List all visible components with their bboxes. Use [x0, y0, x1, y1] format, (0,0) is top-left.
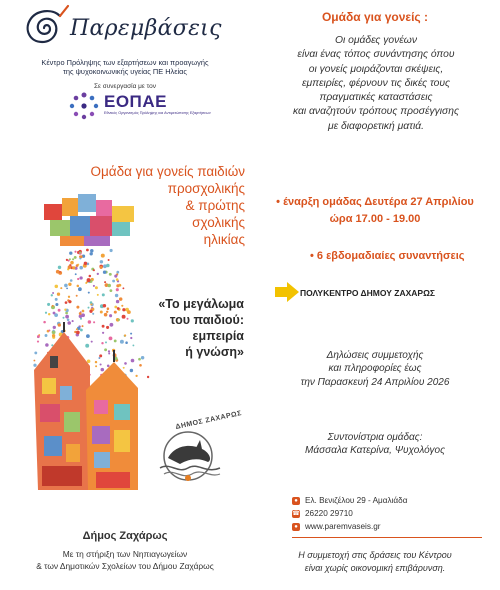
declaration-text — [250, 349, 500, 389]
rain-dot — [79, 315, 83, 319]
left-title-line: ηλικίας — [203, 232, 245, 247]
rain-dot — [66, 259, 68, 261]
contact-address: Ελ. Βενιζέλου 29 - Αμαλιάδα — [305, 495, 408, 505]
rain-dot — [55, 303, 58, 306]
left-title-line: & πρώτης — [185, 198, 245, 213]
rain-dot — [45, 312, 47, 314]
rain-dot — [84, 262, 87, 265]
rain-dot — [107, 365, 110, 368]
quote-line: εμπειρία — [192, 329, 244, 343]
rain-dot — [69, 258, 71, 260]
declaration-line: Δηλώσεις συμμετοχής — [326, 350, 424, 361]
rain-dot — [119, 284, 122, 287]
rain-dot — [114, 306, 117, 309]
rain-dot — [37, 335, 40, 338]
rain-dot — [77, 278, 79, 280]
rain-dot — [114, 311, 117, 314]
rain-dot — [116, 271, 119, 274]
rain-dot — [62, 317, 64, 319]
coordinator-line: Συντονίστρια ομάδας: — [327, 432, 423, 443]
rain-dot — [72, 266, 75, 269]
declaration-line: την Παρασκευή 24 Απριλίου 2026 — [300, 376, 450, 388]
rain-dot — [91, 307, 93, 309]
rain-dot — [103, 270, 106, 273]
rain-dot — [122, 287, 124, 289]
rain-dot — [116, 300, 119, 303]
rain-dot — [79, 251, 81, 253]
rain-dot — [88, 292, 90, 294]
patchwork-cloud — [44, 194, 134, 246]
contact-website-row[interactable] — [292, 520, 407, 533]
rain-dot — [55, 298, 58, 301]
rain-dot — [79, 266, 83, 270]
dimos-zacharos-logo-icon — [150, 418, 230, 488]
eopae-logo-icon — [68, 91, 100, 121]
rain-dot — [53, 330, 55, 332]
rain-dot — [110, 323, 114, 327]
rain-dot — [67, 321, 71, 325]
rain-dot — [90, 252, 93, 255]
rain-dot — [107, 307, 110, 310]
dimos-logo-text: ΔΗΜΟΣ ΖΑΧΑΡΩΣ — [175, 410, 243, 431]
rain-dot — [116, 288, 119, 291]
rain-dot — [95, 365, 97, 367]
rain-dot — [109, 289, 112, 292]
rain-dot — [45, 343, 49, 347]
dimos-name: Δήμος Ζαχάρως — [82, 530, 168, 542]
rain-dot — [37, 341, 39, 343]
rain-dot — [76, 331, 80, 335]
rain-dot — [91, 341, 93, 343]
rain-dot — [65, 315, 69, 319]
quote-line: ή γνώση» — [185, 345, 244, 359]
rain-dot — [104, 348, 107, 351]
rain-dot — [106, 311, 108, 313]
support-line: & των Δημοτικών Σχολείων του Δήμου Ζαχάρως — [36, 560, 214, 571]
rain-dot — [89, 310, 92, 313]
rain-dot — [100, 311, 103, 314]
rain-dot — [80, 329, 83, 332]
rain-dot — [58, 323, 61, 326]
intro-line: πραγματικές καταστάσεις — [319, 92, 433, 104]
rain-dot — [68, 265, 72, 269]
rain-dot — [102, 332, 104, 334]
rain-dot — [112, 280, 115, 283]
rain-dot — [66, 287, 68, 289]
rain-dot — [64, 309, 66, 311]
paremvaseis-logo-icon — [18, 4, 70, 52]
phone-icon: ☎ — [292, 510, 300, 517]
rain-dot — [115, 294, 118, 297]
rain-dot — [58, 309, 61, 312]
contact-info — [292, 494, 407, 533]
rain-dot — [97, 294, 99, 296]
rain-dot — [124, 362, 127, 365]
rain-dot — [52, 305, 54, 307]
left-title-line: Ομάδα για γονείς παιδιών — [90, 164, 245, 179]
footer-note — [250, 549, 500, 574]
rain-dot — [74, 251, 76, 253]
location-pin-icon: ● — [292, 497, 300, 505]
rain-dot — [79, 255, 82, 258]
rain-dot — [100, 266, 103, 269]
arrow-right-icon — [275, 282, 299, 302]
rain-dot — [53, 326, 56, 329]
rain-dot — [70, 279, 73, 282]
rain-dot — [139, 364, 142, 367]
rain-dot — [88, 307, 90, 309]
rain-dot — [70, 261, 74, 265]
rain-dot — [107, 284, 111, 288]
rain-dot — [86, 249, 89, 252]
rain-dot — [43, 321, 46, 324]
rain-dot — [67, 319, 70, 322]
rain-dot — [33, 360, 35, 362]
quote-line: «Το μεγάλωμα — [158, 297, 244, 311]
rain-dot — [97, 273, 99, 275]
rain-dot — [78, 287, 82, 291]
contact-address-row — [292, 494, 407, 507]
rain-dot — [79, 276, 82, 279]
contact-phone[interactable]: 26220 29710 — [305, 508, 353, 518]
rain-dot — [103, 304, 106, 307]
brand-subtitle-1: Κέντρο Πρόληψης των εξαρτήσεων και προαγωγής — [41, 58, 209, 67]
rain-dot — [106, 264, 110, 268]
rain-dot — [45, 334, 48, 337]
rain-dot — [60, 287, 62, 289]
intro-line: Οι ομάδες γονέων — [335, 35, 417, 46]
rain-dot — [130, 369, 133, 372]
rain-dot — [100, 260, 103, 263]
intro-line: είναι ένας τόπος συνάντησης όπου — [297, 49, 455, 61]
footer-line: Η συμμετοχή στις δράσεις του Κέντρου — [298, 550, 452, 560]
rain-dot — [52, 292, 54, 294]
rain-dot — [57, 293, 60, 296]
rain-dot — [92, 313, 94, 315]
rain-dot — [95, 361, 97, 363]
rain-dot — [95, 286, 98, 289]
rain-dot — [33, 364, 36, 367]
rain-dot — [64, 284, 68, 288]
rain-dot — [114, 275, 117, 278]
rain-dot — [65, 301, 68, 304]
group-title: Ομάδα για γονείς : — [321, 10, 429, 24]
start-date: • έναρξη ομάδας Δευτέρα 27 Απριλίου — [276, 196, 474, 208]
rain-dot — [89, 275, 92, 278]
rain-dot — [108, 352, 110, 354]
intro-line: εμπειρίες, φέρνουν τις δικές τους — [301, 77, 451, 89]
brand-name: Παρεμβάσεις — [70, 16, 222, 41]
rain-dot — [74, 256, 77, 259]
rain-dot — [101, 368, 105, 372]
sessions-count: • 6 εβδομαδιαίες συναντήσεις — [310, 250, 465, 262]
contact-website[interactable]: www.paremvaseis.gr — [305, 521, 381, 531]
rain-dot — [52, 334, 55, 337]
rain-dot — [76, 295, 78, 297]
rain-dot — [77, 285, 80, 288]
rain-dot — [76, 306, 79, 309]
rain-dot — [93, 269, 95, 271]
declaration-line: και πληροφορίες έως — [328, 363, 422, 375]
rain-dot — [99, 354, 102, 357]
rain-dot — [93, 285, 95, 287]
rain-dot — [72, 320, 74, 322]
rain-dot — [102, 325, 105, 328]
quote — [120, 296, 244, 360]
rain-dot — [68, 283, 71, 286]
rain-dot — [72, 258, 74, 260]
rain-dot — [82, 325, 84, 327]
rain-dot — [108, 259, 110, 261]
rain-dot — [109, 314, 112, 317]
brand-subtitle-2: της ψυχοκοινωνικής υγείας ΠΕ Ηλείας — [62, 67, 187, 76]
footer-line: είναι χωρίς οικονομική επιβάρυνση. — [304, 562, 446, 573]
intro-line: οι γονείς μοιράζονται σκέψεις, — [308, 63, 444, 75]
rain-dot — [98, 357, 100, 359]
rain-dot — [102, 293, 105, 296]
divider — [292, 537, 482, 538]
rain-dot — [104, 281, 106, 283]
partner-subtitle: Εθνικός Οργανισμός Πρόληψης και Αντιμετώπισης Εξαρτήσεων — [104, 111, 211, 115]
intro-text — [260, 34, 492, 134]
left-title-line: σχολικής — [192, 215, 245, 230]
intro-line: και αναζητούν τρόπους προσέγγισης — [293, 106, 459, 118]
rain-dot — [93, 321, 95, 323]
rain-dot — [90, 249, 94, 253]
rain-dot — [116, 278, 119, 281]
rain-dot — [55, 285, 58, 288]
rain-dot — [79, 312, 82, 315]
coordinator-text — [250, 431, 500, 458]
contact-phone-row[interactable] — [292, 507, 407, 520]
rain-dot — [68, 300, 71, 303]
support-line: Με τη στήριξη των Νηπιαγωγείων — [62, 549, 188, 559]
support-text — [0, 549, 250, 572]
rain-dot — [108, 350, 110, 352]
web-icon: ● — [292, 523, 300, 531]
rain-dot — [109, 336, 113, 340]
rain-dot — [51, 294, 53, 296]
rain-dot — [82, 310, 85, 313]
rain-dot — [69, 252, 72, 255]
rain-dot — [48, 330, 50, 332]
rain-dot — [53, 312, 56, 315]
start-time: ώρα 17.00 - 19.00 — [329, 213, 421, 225]
rain-dot — [147, 376, 149, 378]
rain-dot — [68, 296, 70, 298]
rain-dot — [106, 326, 109, 329]
rain-dot — [110, 249, 113, 252]
rain-dot — [109, 273, 112, 276]
rain-dot — [75, 273, 77, 275]
rain-dot — [88, 320, 91, 323]
rain-dot — [90, 301, 93, 304]
left-title-line: προσχολικής — [167, 181, 245, 196]
rain-dot — [101, 254, 105, 258]
rain-dot — [104, 313, 108, 317]
rain-dot — [58, 266, 61, 269]
rain-dot — [123, 367, 125, 369]
rain-dot — [101, 342, 103, 344]
rain-dot — [76, 264, 79, 267]
rain-dot — [76, 328, 78, 330]
rain-dot — [105, 341, 107, 343]
rain-dot — [48, 313, 50, 315]
rain-dot — [114, 339, 117, 342]
rain-dot — [100, 363, 102, 365]
venue: ΠΟΛΥΚΕΝΤΡΟ ΔΗΜΟΥ ΖΑΧΑΡΩΣ — [300, 288, 436, 298]
rain-dot — [135, 375, 137, 377]
rain-dot — [86, 334, 90, 338]
partner-name: ΕΟΠΑΕ — [104, 92, 167, 111]
quote-line: του παιδιού: — [169, 313, 244, 327]
rain-dot — [34, 351, 37, 354]
cooperation-label: Σε συνεργασία με τον — [94, 83, 156, 90]
rain-dot — [47, 303, 50, 306]
rain-dot — [56, 270, 60, 274]
coordinator-line: Μάσσαλα Κατερίνα, Ψυχολόγος — [305, 445, 445, 457]
rain-dot — [85, 344, 89, 348]
intro-line: με διαφορετική ματιά. — [327, 120, 425, 132]
rain-dot — [87, 278, 91, 282]
